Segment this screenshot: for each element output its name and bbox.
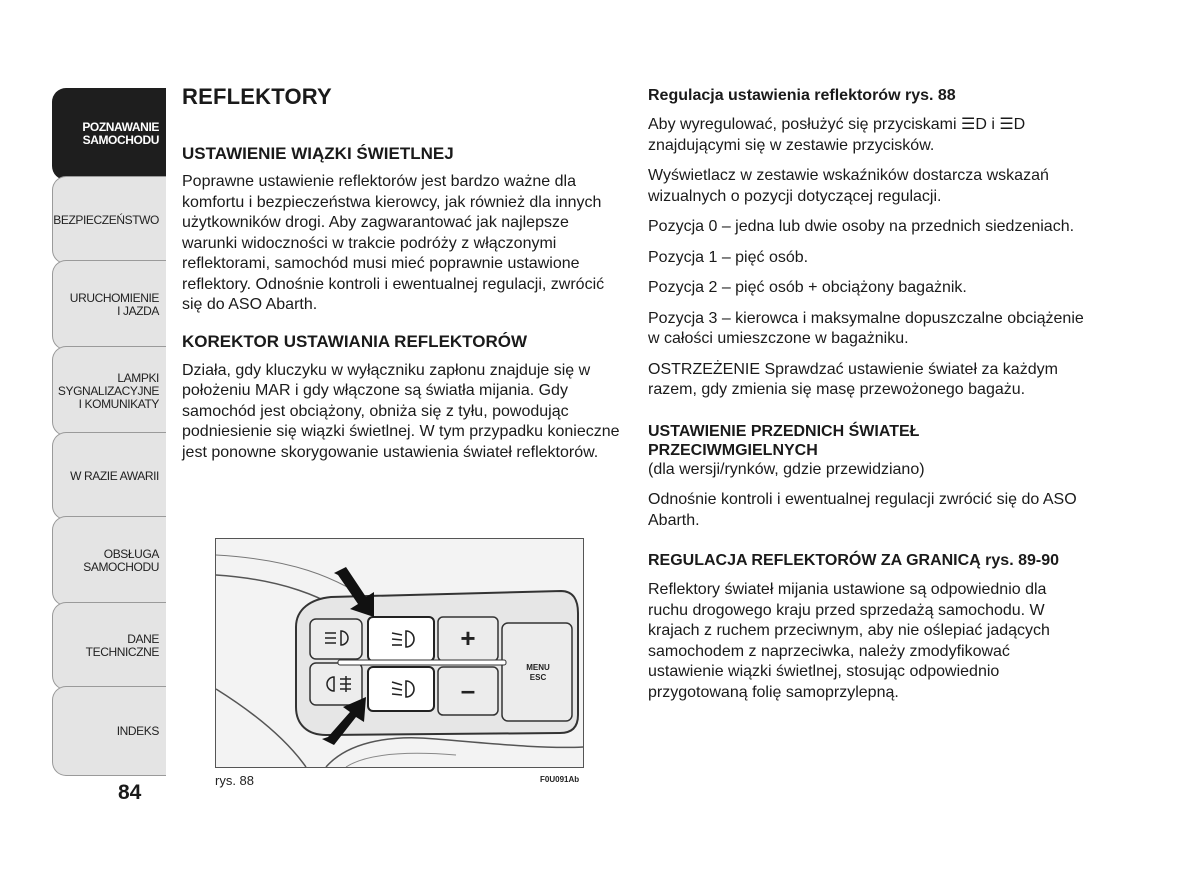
tab-label: W RAZIE AWARII <box>70 468 159 483</box>
tab-label: INDEKS <box>116 723 159 738</box>
figure-caption: rys. 88 <box>215 773 255 788</box>
minus-label: – <box>460 675 476 705</box>
tab-label: POZNAWANIE SAMOCHODU <box>82 120 159 147</box>
paragraph-position-0: Pozycja 0 – jedna lub dwie osoby na przednich siedzeniach. <box>648 218 1075 235</box>
fog-lights-note: (dla wersji/rynków, gdzie przewidziano) <box>648 460 925 478</box>
paragraph-abroad: Reflektory świateł mijania ustawione są odpowiednio dla ruchu drogowego kraju przed sprzedażą samochodu. W krajach z ruchem przeciwnym, aby nie oślepiać jadących samochodem z naprzeciwka, należy zmodyfikować ustawienie wiązki świetlnej, stosując odpowiednio przygotowaną folię samoprzylepną. <box>648 581 1050 701</box>
page-title: REFLEKTORY <box>182 84 332 109</box>
paragraph-display: Wyświetlacz w zestawie wskaźników dostarcza wskazań wizualnych o pozycji dotyczącej regulacji. <box>648 167 1049 205</box>
tab-bezpieczenstwo[interactable] <box>52 176 166 264</box>
subheading-headlamp-adjustment: Regulacja ustawienia reflektorów rys. 88 <box>648 87 956 104</box>
tab-lampki[interactable] <box>52 346 166 436</box>
tab-label: LAMPKI SYGNALIZACYJNE I KOMUNIKATY <box>57 370 159 411</box>
tab-label: OBSŁUGA SAMOCHODU <box>83 547 159 574</box>
section-heading-fog-lights: USTAWIENIE PRZEDNICH ŚWIATEŁ PRZECIWMGIELNYCH <box>648 422 920 459</box>
section-heading-beam-setting: USTAWIENIE WIĄZKI ŚWIETLNEJ <box>182 144 454 163</box>
tab-poznawanie-samochodu[interactable] <box>52 88 166 180</box>
tab-indeks[interactable] <box>52 686 166 776</box>
plus-label: + <box>460 623 476 653</box>
paragraph-corrector: Działa, gdy kluczyku w wyłączniku zapłonu znajduje się w położeniu MAR i gdy włączone są światła mijania. Gdy samochód jest obciążony, obniża się z tyłu, powodując podniesienie się wiązki świetlnej. W tym przypadku konieczne jest ponowne skorygowanie ustawienia świateł reflektorów. <box>182 361 620 461</box>
section-heading-abroad: REGULACJA REFLEKTORÓW ZA GRANICĄ rys. 89-90 <box>648 552 1060 569</box>
tab-label: URUCHOMIENIE I JAZDA <box>69 291 159 318</box>
esc-label: ESC <box>529 673 547 682</box>
tab-label: BEZPIECZEŃSTWO <box>53 212 159 227</box>
paragraph-fog-lights: Odnośnie kontroli i ewentualnej regulacji zwrócić się do ASO Abarth. <box>648 491 1077 529</box>
menu-label: MENU <box>526 663 550 672</box>
paragraph-position-3: Pozycja 3 – kierowca i maksymalne dopuszczalne obciążenie w całości umieszczone w bagażniku. <box>648 309 1084 347</box>
figure-code: F0U091Ab <box>540 775 580 784</box>
button-panel-illustration <box>216 539 583 767</box>
paragraph-warning: OSTRZEŻENIE Sprawdzać ustawienie świateł za każdym razem, gdy zmienia się masę przewożonego bagażu. <box>648 360 1058 398</box>
tab-w-razie-awarii[interactable] <box>52 432 166 520</box>
tab-uruchomienie[interactable] <box>52 260 166 350</box>
paragraph-position-1: Pozycja 1 – pięć osób. <box>648 248 809 266</box>
paragraph-beam-setting: Poprawne ustawienie reflektorów jest bardzo ważne dla komfortu i bezpieczeństwa kierowcy, jak również dla innych użytkowników drogi. Aby zagwarantować jak najlepsze warunki widoczności w trakcie podróży z włączonymi reflektorami, samochód musi mieć poprawnie ustawione reflektory. Odnośnie kontroli i ewentualnej regulacji, zwrócić się do ASO Abarth. <box>182 173 605 313</box>
page-number: 84 <box>118 781 142 804</box>
section-heading-corrector: KOREKTOR USTAWIANIA REFLEKTORÓW <box>182 331 528 351</box>
chapter-tabs <box>52 88 166 776</box>
tab-obsluga[interactable] <box>52 516 166 606</box>
figure-button-panel <box>215 538 584 768</box>
paragraph-adjust-buttons: Aby wyregulować, posłużyć się przyciskami ☰D i ☰D znajdującymi się w zestawie przycisków. <box>648 116 1026 154</box>
left-column <box>182 84 622 463</box>
tab-dane-techniczne[interactable] <box>52 602 166 690</box>
tab-label: DANE TECHNICZNE <box>85 632 159 659</box>
paragraph-position-2: Pozycja 2 – pięć osób + obciążony bagażnik. <box>648 279 967 296</box>
right-column <box>648 84 1088 703</box>
